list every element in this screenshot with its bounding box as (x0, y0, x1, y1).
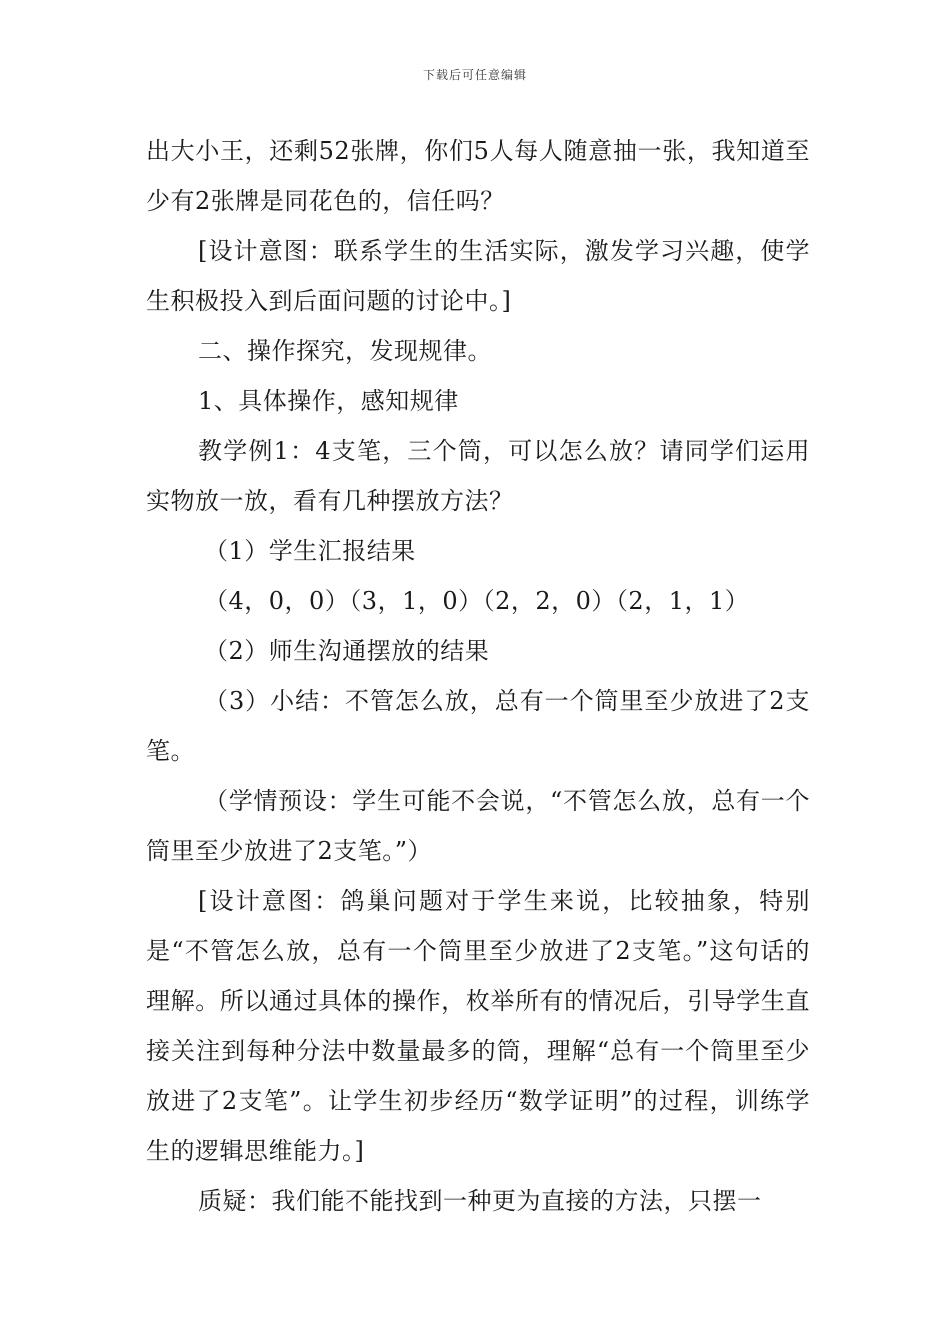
document-body (146, 126, 810, 1226)
paragraph-step-1: （1）学生汇报结果 (204, 537, 416, 565)
paragraph-step-3: （3）小结：不管怎么放，总有一个筒里至少放进了2支笔。 (146, 687, 810, 765)
paragraph-design-intent-2: [设计意图：鸽巢问题对于学生来说，比较抽象，特别是“不管怎么放，总有一个筒里至少放进了2支笔。”这句话的理解。所以通过具体的操作，枚举所有的情况后，引导学生直接关注到每种分法中数量最多的筒，理解“总有一个筒里至少放进了2支笔”。让学生初步经历“数学证明”的过程，训练学生的逻辑思维能力。] (146, 887, 810, 1165)
paragraph-design-intent-1: [设计意图：联系学生的生活实际，激发学习兴趣，使学生积极投入到后面问题的讨论中。] (146, 237, 810, 315)
paragraph-continuation: 出大小王，还剩52张牌，你们5人每人随意抽一张，我知道至少有2张牌是同花色的，信任吗？ (146, 137, 810, 215)
paragraph-results: （4，0，0）（3，1，0）（2，2，0）（2，1，1） (204, 587, 750, 615)
paragraph-step-2: （2）师生沟通摆放的结果 (204, 637, 490, 665)
subsection-heading: 1、具体操作，感知规律 (198, 387, 459, 415)
paragraph-question: 质疑：我们能不能找到一种更为直接的方法，只摆一 (198, 1187, 762, 1215)
paragraph-example: 教学例1：4支笔，三个筒，可以怎么放？请同学们运用实物放一放，看有几种摆放方法？ (146, 437, 810, 515)
page-header: 下载后可任意编辑 (422, 68, 527, 82)
paragraph-preset: （学情预设：学生可能不会说，“不管怎么放，总有一个筒里至少放进了2支笔。”） (146, 787, 810, 865)
section-heading: 二、操作探究，发现规律。 (198, 337, 492, 365)
